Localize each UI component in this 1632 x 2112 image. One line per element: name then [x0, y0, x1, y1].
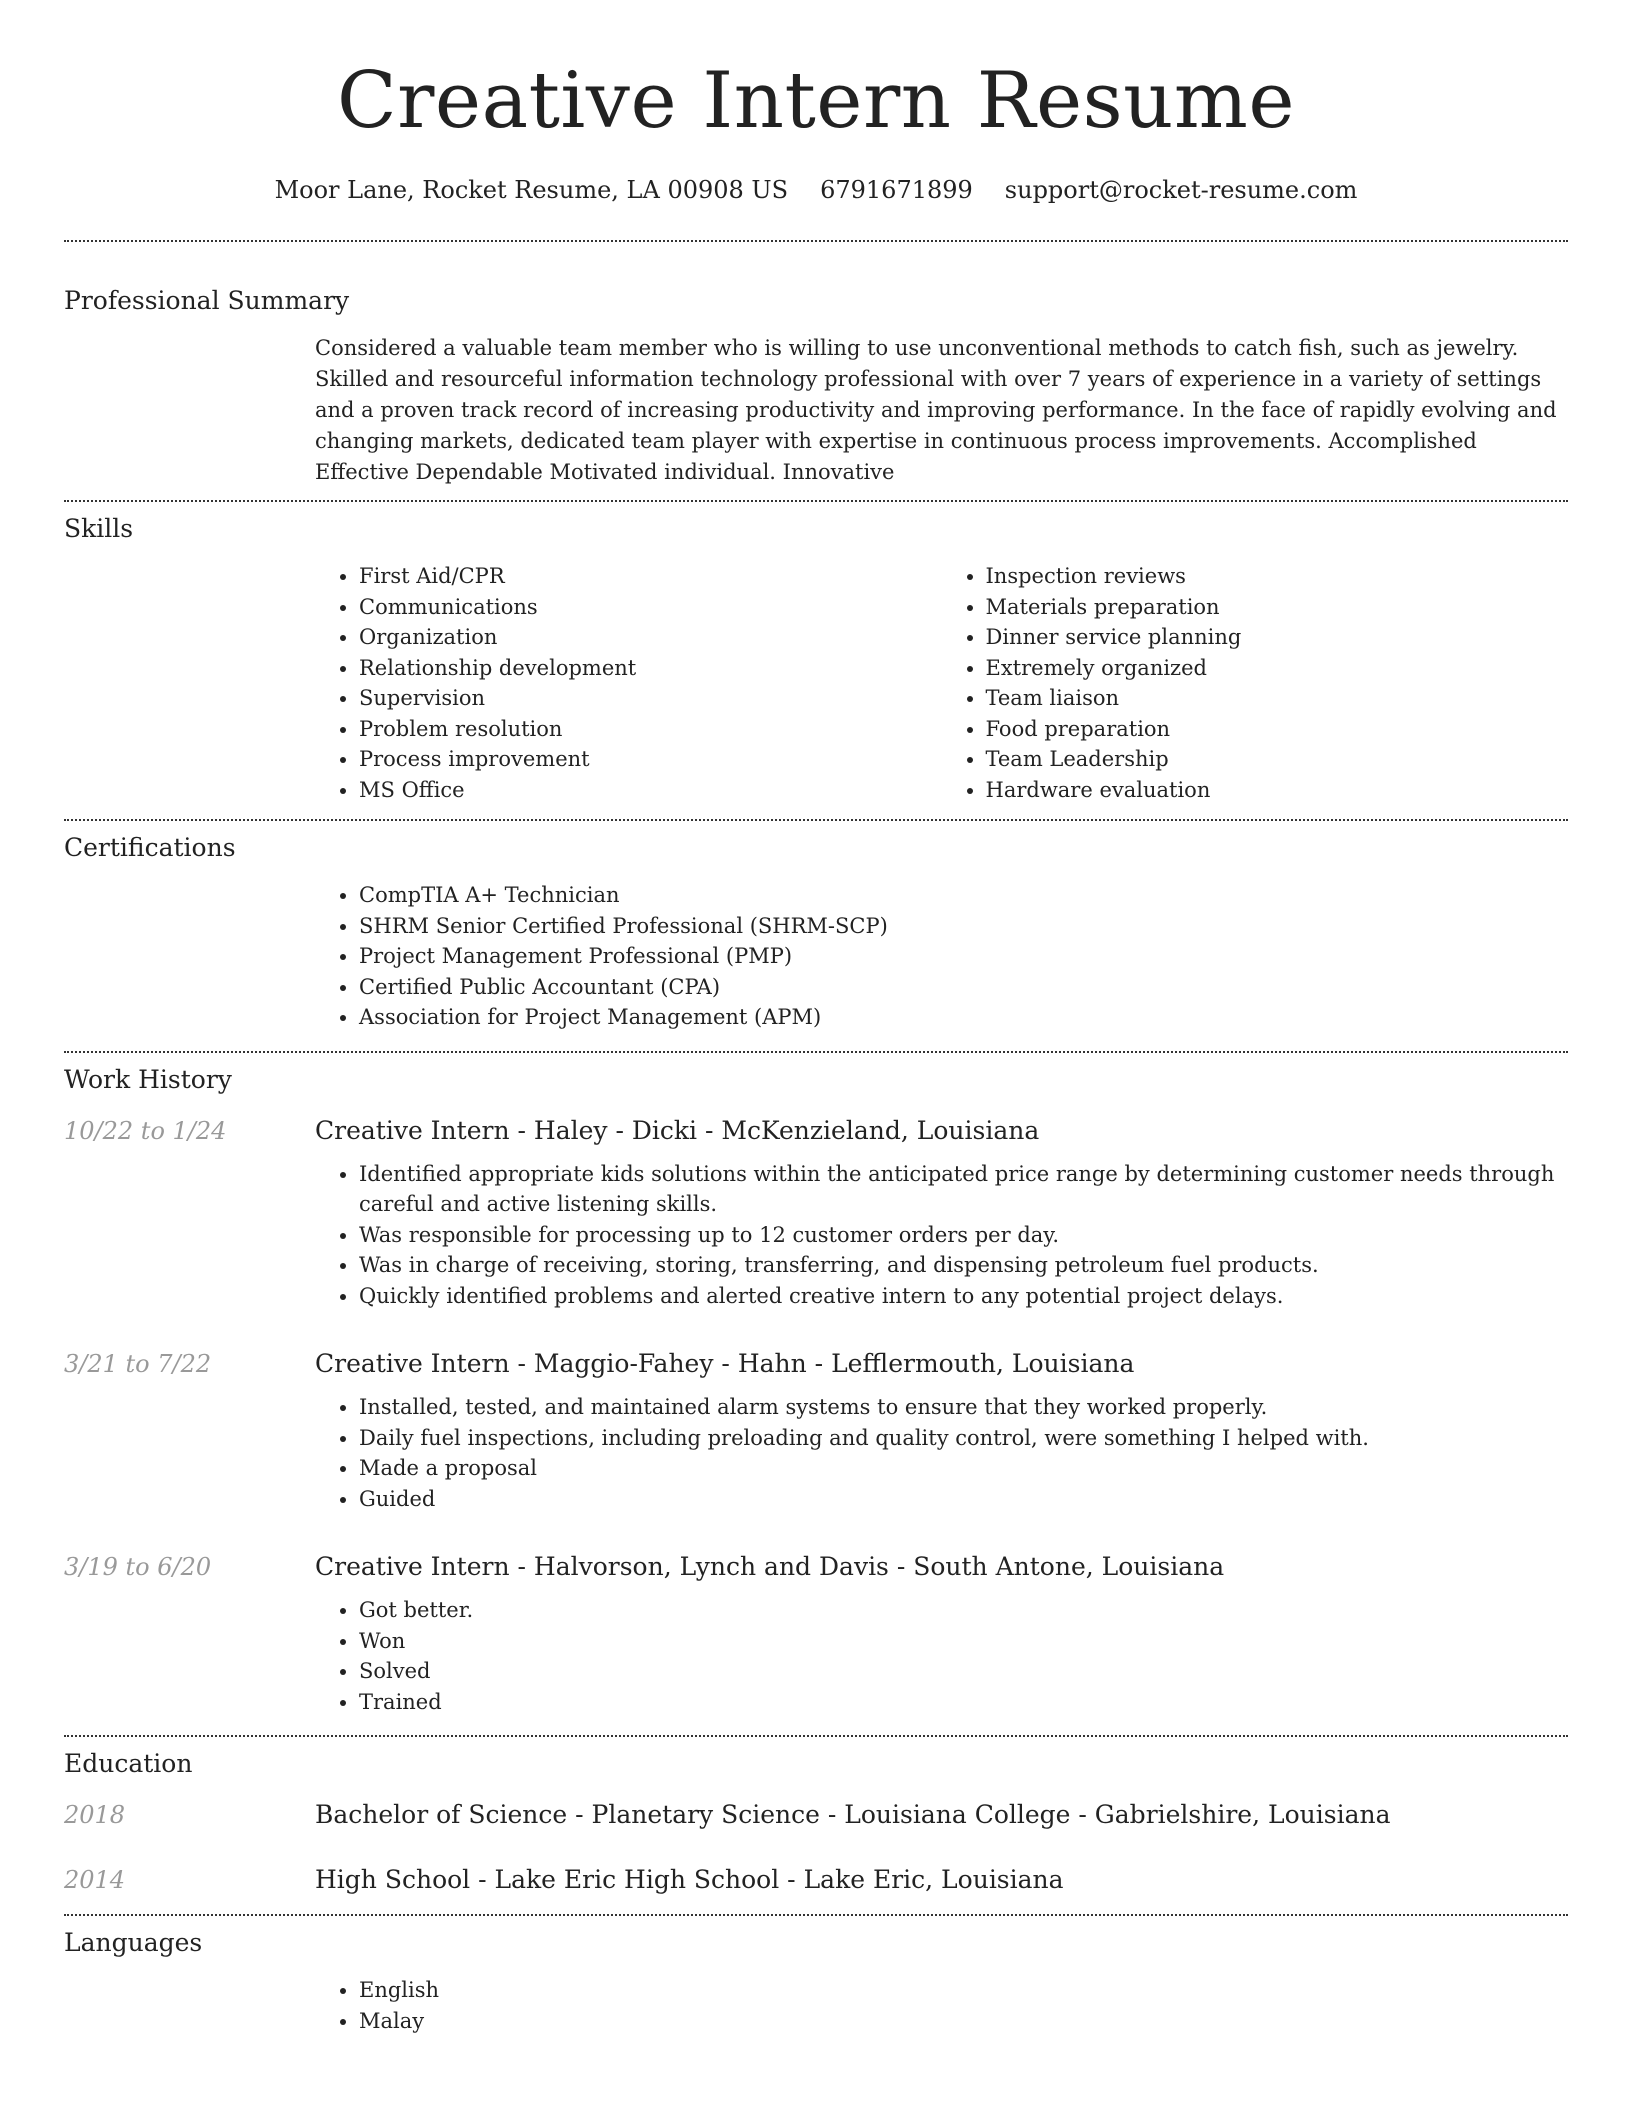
section-certifications [64, 833, 1568, 1033]
job-bullets [315, 1595, 1568, 1717]
job-title: Creative Intern - Haley - Dicki - McKenzieland, Louisiana [315, 1115, 1040, 1145]
list-item: • Hardware evaluation [986, 775, 1569, 806]
list-item: • Installed, tested, and maintained alarm systems to ensure that they worked properly. [359, 1392, 1568, 1423]
list-item: • Dinner service planning [986, 622, 1569, 653]
section-title-certifications: Certifications [64, 833, 236, 862]
resume-title: Creative Intern Resume [336, 56, 1296, 146]
list-item: • Inspection reviews [986, 561, 1569, 592]
job-entry [64, 1552, 1568, 1717]
divider [64, 1914, 1568, 1916]
education-title: Bachelor of Science - Planetary Science - Louisiana College - Gabrielshire, Louisiana [315, 1800, 1391, 1829]
resume-header [0, 0, 1632, 204]
education-title: High School - Lake Eric High School - Lake Eric, Louisiana [315, 1865, 1064, 1894]
divider [64, 819, 1568, 821]
job-bullets [315, 1159, 1568, 1312]
divider [64, 500, 1568, 502]
job-bullets [315, 1392, 1568, 1514]
list-item: • MS Office [359, 775, 942, 806]
skills-list-left [315, 561, 942, 805]
section-work-history [64, 1065, 1568, 1718]
list-item: • Identified appropriate kids solutions within the anticipated price range by determining customer needs through careful and active listening skills. [359, 1159, 1568, 1220]
section-education [64, 1749, 1568, 1894]
education-year: 2014 [64, 1866, 126, 1894]
languages-list [315, 1975, 1568, 2036]
list-item: • Was responsible for processing up to 12 customer orders per day. [359, 1220, 1568, 1251]
list-item: • SHRM Senior Certified Professional (SHRM-SCP) [359, 911, 1568, 942]
list-item: • Problem resolution [359, 714, 942, 745]
summary-text: Considered a valuable team member who is willing to use unconventional methods to catch fish, such as jewelry. Skilled and resourceful information technology professional with over 7 years of experience in a variety of settings and a proven track record of increasing productivity and improving performance. In the face of rapidly evolving and changing markets, dedicated team player with expertise in continuous process improvements. Accomplished Effective Dependable Motivated individual. Innovative [315, 336, 1557, 484]
job-title: Creative Intern - Halvorson, Lynch and Davis - South Antone, Louisiana [315, 1552, 1225, 1581]
contact-line [0, 176, 1632, 204]
list-item: • Trained [359, 1687, 1568, 1718]
skills-list-right [942, 561, 1569, 805]
list-item: • Project Management Professional (PMP) [359, 941, 1568, 972]
section-languages [64, 1928, 1568, 2036]
section-title-education: Education [64, 1749, 193, 1778]
job-entry [64, 1116, 1568, 1312]
list-item: • Malay [359, 2006, 1568, 2037]
section-title-work: Work History [64, 1064, 232, 1094]
list-item: • Communications [359, 592, 942, 623]
section-title-skills: Skills [64, 514, 134, 543]
list-item: • English [359, 1975, 1568, 2006]
list-item: • Team liaison [986, 683, 1569, 714]
list-item: • Process improvement [359, 744, 942, 775]
list-item: • Quickly identified problems and alerted creative intern to any potential project delays. [359, 1281, 1568, 1312]
job-dates: 3/19 to 6/20 [64, 1553, 212, 1581]
list-item: • Materials preparation [986, 592, 1569, 623]
list-item: • Was in charge of receiving, storing, transferring, and dispensing petroleum fuel products. [359, 1250, 1568, 1281]
list-item: • Team Leadership [986, 744, 1569, 775]
job-dates: 3/21 to 7/22 [64, 1350, 212, 1378]
education-year: 2018 [64, 1801, 126, 1829]
section-skills [64, 514, 1568, 805]
list-item: • Certified Public Accountant (CPA) [359, 972, 1568, 1003]
list-item: • Extremely organized [986, 653, 1569, 684]
list-item: • Solved [359, 1656, 1568, 1687]
certifications-list [315, 880, 1568, 1033]
list-item: • Relationship development [359, 653, 942, 684]
contact-address: Moor Lane, Rocket Resume, LA 00908 US [274, 176, 789, 204]
list-item: • First Aid/CPR [359, 561, 942, 592]
section-title-languages: Languages [64, 1928, 203, 1957]
list-item: • Daily fuel inspections, including preloading and quality control, were something I helped with. [359, 1423, 1568, 1454]
job-dates: 10/22 to 1/24 [64, 1116, 227, 1145]
contact-phone: 6791671899 [820, 176, 973, 204]
list-item: • Association for Project Management (APM) [359, 1002, 1568, 1033]
job-entry [64, 1349, 1568, 1514]
list-item: • Food preparation [986, 714, 1569, 745]
education-entry [64, 1800, 1568, 1829]
section-summary [64, 286, 1568, 488]
job-title: Creative Intern - Maggio-Fahey - Hahn - Lefflermouth, Louisiana [315, 1349, 1135, 1378]
list-item: • Got better. [359, 1595, 1568, 1626]
list-item: • CompTIA A+ Technician [359, 880, 1568, 911]
contact-email: support@rocket-resume.com [1004, 176, 1358, 204]
list-item: • Organization [359, 622, 942, 653]
list-item: • Guided [359, 1484, 1568, 1515]
list-item: • Made a proposal [359, 1453, 1568, 1484]
divider [64, 240, 1568, 242]
divider [64, 1735, 1568, 1737]
list-item: • Supervision [359, 683, 942, 714]
divider [64, 1051, 1568, 1053]
education-entry [64, 1865, 1568, 1894]
list-item: • Won [359, 1626, 1568, 1657]
section-title-summary: Professional Summary [64, 286, 350, 315]
